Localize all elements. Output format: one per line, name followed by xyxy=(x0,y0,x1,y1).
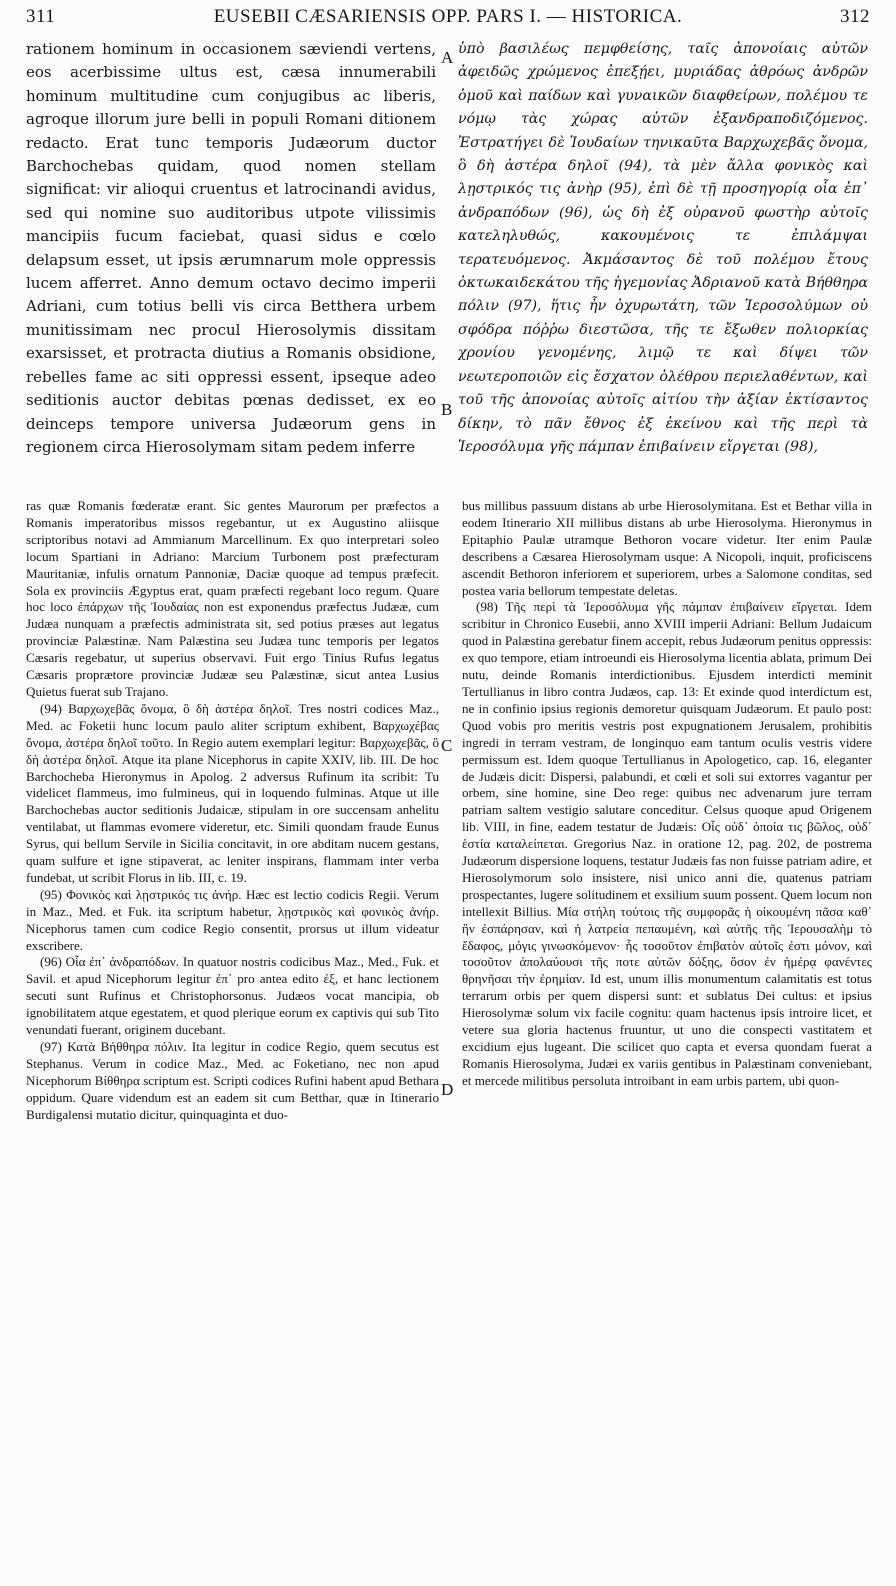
latin-translation-column xyxy=(26,38,436,478)
page-number-right: 312 xyxy=(840,6,870,27)
greek-original-column xyxy=(458,38,868,478)
margin-marker-b: B xyxy=(441,400,453,419)
note-97: (97) Κατὰ Βήθθηρα πόλιν. Ita legitur in codice Regio, quem secutus est Stephanus. Verum in codice Maz., Med. ac Foketiano, nec non apud Nicephorum Βίθθηρα scriptum est. Scripti codices Rufini habent apud Bethara oppidum. Quare videndum est an eadem sit cum Betthar, quæ in Itinerario Burdigalensi mutatio dicitur, quinquaginta et duo- xyxy=(26,1039,439,1122)
note-94: (94) Βαρχωχεβᾶς ὄνομα, ὃ δὴ ἀστέρα δηλοῖ. Tres nostri codices Maz., Med. ac Foketii hunc locum paulo aliter scriptum exhibent, Βαρχωχέβας ὄνομα, ἀστέρα δηλοῖ τοῦτο. In Regio autem exemplari legitur: Βαρχωχεβᾶς, ὃ δὴ ἀστέρα δηλοῖ. Atque ita plane Nicephorus in capite XXIV, lib. III. De hoc Barchocheba Hieronymus in Apolog. 2 adversus Rufinum ita scribit: Tu videlicet flammeus, imo fulmineus, qui in loquendo fulminas. Atque ut ille Barchochebas auctor seditionis Judaicæ, stipulam in ore succensam anhelitu ventilabat, ut flammas evomere videretur, etc. Simili quondam fraude Eunus Syrus, qui bellum Servile in Sicilia concitavit, in ore abditam nucem gestans, quam sulfure et igne stipaverat, ac leniter inspirans, flammam inter verba fundebat, ut scribit Florus in lib. III, c. 19. xyxy=(26,700,439,885)
margin-marker-a: A xyxy=(441,48,454,67)
running-title: EUSEBII CÆSARIENSIS OPP. PARS I. — HISTORICA. xyxy=(213,6,683,27)
page-number-left: 311 xyxy=(26,6,56,27)
margin-marker-c: C xyxy=(441,736,453,755)
greek-text: ὑπὸ βασιλέως πεμφθείσης, ταῖς ἀπονοίαις αὐτῶν ἀφειδῶς χρώμενος ἐπεξῄει, μυριάδας ἀθρόως ἀνδρῶν ὁμοῦ καὶ παίδων καὶ γυναικῶν διαφθείρων, πολέμου τε νόμῳ τὰς χώρας αὐτῶν ἐξανδραποδιζόμενος. Ἐστρατήγει δὲ Ἰουδαίων τηνικαῦτα Βαρχωχεβᾶς ὄνομα, ὃ δὴ ἀστέρα δηλοῖ (94), τὰ μὲν ἄλλα φονικὸς καὶ λῃστρικός τις ἀνὴρ (95), ἐπὶ δὲ τῇ προσηγορίᾳ οἷα ἐπ᾿ ἀνδραπόδων (96), ὡς δὴ ἐξ οὐρανοῦ φωστὴρ αὐτοῖς κατεληλυθώς, κακουμένοις τε ἐπιλάμψαι τερατευόμενος. Ἀκμάσαντος δὲ τοῦ πολέμου ἔτους ὀκτωκαιδεκάτου τῆς ἡγεμονίας Ἀδριανοῦ κατὰ Βήθθηρα πόλιν (97), ἥτις ἦν ὀχυρωτάτη, τῶν Ἱεροσολύμων οὐ σφόδρα πόῤῥω διεστῶσα, τῆς τε ἔξωθεν πολιορκίας χρονίου γενομένης, λιμῷ τε καὶ δίψει τῶν νεωτεροποιῶν εἰς ἔσχατον ὀλέθρου περιελαθέντων, καὶ τοῦ τῆς ἀπονοίας αὐτοῖς αἰτίου τὴν ἀξίαν ἐκτίσαντος δίκην, τὸ πᾶν ἔθνος ἐξ ἐκείνου καὶ τῆς περὶ τὰ Ἱεροσόλυμα γῆς πάμπαν ἐπιβαίνειν εἴργεται (98), xyxy=(458,41,868,455)
note-98: (98) Τῆς περὶ τὰ Ἱεροσόλυμα γῆς πάμπαν ἐπιβαίνειν εἴργεται. Idem scribitur in Chronico Eusebii, anno XVIII imperii Adriani: Bellum Judaicum quod in Palæstina gerebatur finem accepit, rebus Judæorum penitus oppressis: ex quo tempore, etiam introeundi eis Hierosolyma licentia ablata, primum Dei nutu, deinde Romanis interdictionibus. Ejusdem interdicti meminit Tertullianus in libro contra Judæos, cap. 13: Et exinde quod interdictum est, ne in confinio ipsius regionis demoretur quisquam Judæorum. Et paulo post: Quod vobis pro meritis vestris post expugnationem Jerusalem, prohibitis ingredi in terram vestram, de longinquo eam tantum oculis vestris videre permissum est. Idem quoque Tertullianus in Apologetico, cap. 16, eleganter de Judæis dicit: Dispersi, palabundi, et cœli et soli sui extorres vagantur per orbem, sine homine, sine Deo rege: quibus nec advenarum jure terram patriam saltem vestigio salutare conceditur. Celsus quoque apud Origenem lib. VIII, in fine, eadem testatur de Judæis: Οἷς οὐδ᾿ ὁποία τις βῶλος, οὐδ᾿ ἑστία καταλείπεται. Gregorius Naz. in oratione 12, pag. 202, de postrema Judæorum dispersione loquens, testatur Judæis fas non fuisse patriam adire, et Hierosolymorum solo insistere, nisi unico anni die, quatenus patriam prospectantes, lugere solitudinem et exsilium suum possent. Quem locum non intellexit Billius. Μία στήλη τούτοις τῆς συμφορᾶς ἡ οἰκουμένη πᾶσα καθ᾿ ἣν ἐσπάρησαν, καὶ ἡ λατρεία πεπαυμένη, καὶ αὐτῆς τῆς Ἱερουσαλὴμ τὸ ἔδαφος, μόγις γινωσκόμενον· ἧς τοσοῦτον ἐπιβατὸν αὐτοῖς ἐστι μόνον, καὶ τοσοῦτον ἀπολαύουσι τῆς ποτε αὐτῶν δόξης, ὅσον ἐν ἡμέρᾳ φανέντες θρηνῆσαι τὴν ἐρημίαν. Id est, unum illis monumentum calamitatis est totus terrarum orbis per quem dispersi sunt: et sublatus Dei cultus: et ipsius Hierosolymæ solum vix facile cognitu: quam hactenus ipsis introire licet, et vetere sua gloria hactenus fruuntur, ut uno die conspecti vastitatem et excidium ejus lugeant. Die scilicet quo capta et eversa quondam fuerat a Romanis Hierosolyma, Judæi ex variis gentibus in Palæstinam conveniebant, et mercede militibus persoluta introibant in eam urbis partem, ubi quon- xyxy=(462,599,872,1088)
note-paragraph: bus millibus passuum distans ab urbe Hierosolymitana. Est et Bethar villa in eodem Itinerario XII millibus distans ab urbe Hierosolyma. Hieronymus in Epitaphio Paulæ utramque Bethoron vocare videtur. Iter enim Paulæ describens a Cæsarea Hierosolymam usque: A Nicopoli, inquit, proficiscens ascendit Bethoron inferiorem et superiorem, urbes a Salomone conditas, sed postea varia bellorum tempestate deletas. xyxy=(462,498,872,598)
margin-marker-d: D xyxy=(441,1080,454,1099)
notes-column-left xyxy=(26,498,439,1578)
running-header xyxy=(26,6,870,36)
latin-text: rationem hominum in occasionem sæviendi vertens, eos acerbissime ultus est, cæsa innumerabili hominum multitudine cum conjugibus ac liberis, agroque illorum jure belli in populi Romani ditionem redacto. Erat tunc temporis Judæorum ductor Barchochebas quidam, quod nomen stellam significat: vir alioqui cruentus et latrocinandi avidus, sed qui nomine suo auditoribus utpote vilissimis mancipiis fucum faciebat, quasi sidus e cœlo delapsum esset, ut ipsis ærumnarum mole oppressis lucem afferret. Anno demum octavo decimo imperii Adriani, cum totius belli vis circa Betthera urbem munitissimam nec procul Hierosolymis dissitam exarsisset, et protracta diutius a Romanis obsidione, rebelles fame ac siti oppressi essent, ipseque adeo seditionis auctor debitas pœnas dedisset, ex eo deinceps tempore universa Judæorum gens in regionem circa Hierosolymam sitam pedem inferre xyxy=(26,40,436,456)
notes-column-right xyxy=(462,498,872,1578)
note-paragraph: ras quæ Romanis fœderatæ erant. Sic gentes Maurorum per præfectos a Romanis imperatoribus missos regebantur, ut ex Augustino aliisque scriptoribus notavi ad Ammianum Marcellinum. Ex quo interpretari soleo locum Spartiani in Adriano: Marcium Turbonem post præfecturam Mauritaniæ, infulis ornatum Pannoniæ, Daciæ quoque ad tempus præfecit. Sola ex provinciis Ægyptus erat, quam præfecti regebant loco regum. Quare hoc loco ἐπάρχων τῆς Ἰουδαίας non est exponendus præfectus Judææ, cum Judæa nunquam a præfectis administrata sit, sed potius præses aut legatus provinciæ Palæstinæ. Nam Palæstina seu Judæa tunc temporis per legatos Cæsaris regebatur, ut superius observavi. Fuit ergo Tinius Rufus legatus Cæsaris proprætore provinciæ Judææ seu Palæstinæ, sicut antea Lusius Quietus fuerat sub Trajano. xyxy=(26,498,439,699)
note-96: (96) Οἷα ἐπ᾿ ἀνδραπόδων. In quatuor nostris codicibus Maz., Med., Fuk. et Savil. et apud Nicephorum legitur ἐπ᾿ pro antea edito ἐξ, et hanc lectionem secuti sunt Rufinus et Christophorsonus. Judæos vocat mancipia, ob ignobilitatem atque egestatem, et quod plerique eorum ex captivis qui sub Tito venundati fuerant, originem ducebant. xyxy=(26,954,439,1038)
note-95: (95) Φονικὸς καὶ λῃστρικός τις ἀνήρ. Hæc est lectio codicis Regii. Verum in Maz., Med. et Fuk. ita scriptum habetur, λῃστρικὸς καὶ φονικὸς ἀνήρ. Nicephorus tamen cum codice Regio consentit, prorsus ut illum videatur exscribere. xyxy=(26,886,439,953)
